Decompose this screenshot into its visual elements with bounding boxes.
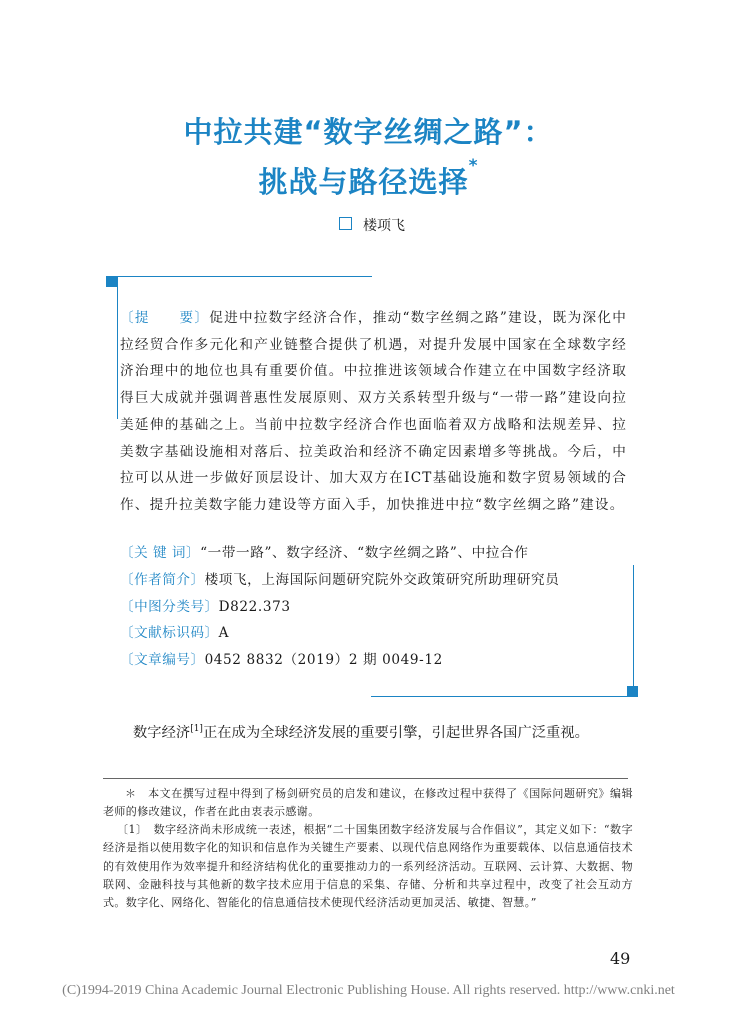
document-code-label: 〔文献标识码〕 [120,625,219,641]
author-intro [120,570,559,590]
title-line-2-text: 挑战与路径选择 [258,165,469,199]
frame-corner-bottom-icon [627,686,638,697]
author-intro-label: 〔作者简介〕 [120,572,205,588]
keywords-value: “一带一路”、数字经济、“数字丝绸之路”、中拉合作 [200,545,529,561]
title-footnote-mark: * [468,156,479,177]
body-text-after: 正在成为全球经济发展的重要引擎，引起世界各国广泛重视。 [202,725,589,741]
abstract-label: 〔提 要〕 [120,310,210,326]
frame-right-rule [633,565,634,696]
footnote-acknowledgement-mark: ＊ [125,787,137,800]
frame-top-rule [117,276,372,277]
title-line-1: 中拉共建“数字丝绸之路”： [183,115,554,149]
footnote-acknowledgement-text: 本文在撰写过程中得到了杨剑研究员的启发和建议，在修改过程中获得了《国际问题研究》编辑老师的修改建议，作者在此由衷表示感谢。 [103,787,634,819]
author-name: 楼项飞 [363,218,405,234]
footnote-1-text: 数字经济尚未形成统一表述，根据“二十国集团数字经济发展与合作倡议”，其定义如下：“数字经济是指以使用数字化的知识和信息作为关键生产要素、以现代信息网络作为重要载体、以信息通信技术的有效使用作为效率提升和经济结构优化的重要推动力的一系列经济活动。互联网、云计算、大数据、物联网、金融科技与其他新的数字技术应用于信息的采集、存储、分析和共享过程中，改变了社会互动方式。数字化、网络化、智能化的信息通信技术使现代经济活动更加灵活、敏捷、智慧。” [103,823,633,910]
clc-number [120,597,291,617]
abstract [120,305,627,519]
title-line-2 [0,156,737,201]
article-number-value: 0452 8832（2019）2 期 0049-12 [204,652,443,668]
document-code-value: A [218,625,230,641]
author-intro-value: 楼项飞，上海国际问题研究院外交政策研究所助理研究员 [204,572,560,588]
author-square-icon [339,217,352,230]
copyright-footer: (C)1994-2019 China Academic Journal Electronic Publishing House. All rights reserved. http://www.cnki.net [62,983,675,998]
body-first-line [133,722,589,742]
keywords [120,543,528,563]
footnote-1-mark: 〔1〕 [117,823,148,836]
frame-bottom-rule [371,696,633,697]
keywords-label: 〔关 键 词〕 [120,545,201,561]
clc-number-label: 〔中图分类号〕 [120,599,219,615]
page-number: 49 [610,949,631,968]
article-number [120,650,443,670]
footnote-acknowledgement [103,785,633,822]
frame-left-rule [117,276,118,419]
frame-corner-top-icon [106,276,117,287]
abstract-text: 促进中拉数字经济合作，推动“数字丝绸之路”建设，既为深化中拉经贸合作多元化和产业链整合提供了机遇，对提升发展中国家在全球数字经济治理中的地位也具有重要价值。中拉推进该领域合作建立在中国数字经济取得巨大成就并强调普惠性发展原则、双方关系转型升级与“一带一路”建设向拉美延伸的基础之上。当前中拉数字经济合作也面临着双方战略和法规差异、拉美数字基础设施相对落后、拉美政治和经济不确定因素增多等挑战。今后，中拉可以从进一步做好顶层设计、加大双方在ICT基础设施和数字贸易领域的合作、提升拉美数字能力建设等方面入手，加快推进中拉“数字丝绸之路”建设。 [120,310,627,513]
footnote-1 [103,821,633,912]
document-code [120,623,229,643]
clc-number-value: D822.373 [218,599,291,615]
body-reference[interactable]: [1] [190,724,203,735]
article-number-label: 〔文章编号〕 [120,652,205,668]
footnote-rule [103,778,628,779]
body-text-before: 数字经济 [133,725,191,741]
